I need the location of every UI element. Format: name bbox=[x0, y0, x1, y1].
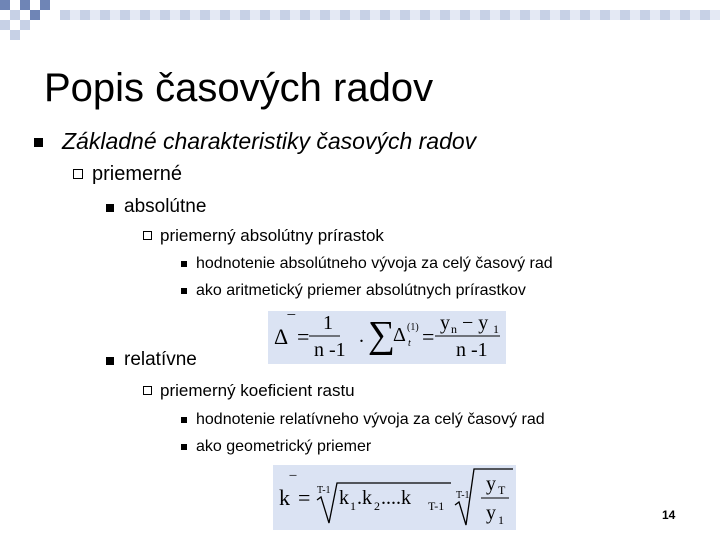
bullet-absolute-increment: priemerný absolútny prírastok bbox=[160, 226, 384, 245]
formula1-den1: n -1 bbox=[314, 339, 346, 361]
formula1-eq: = bbox=[297, 324, 310, 349]
formula-average-growth-coefficient bbox=[273, 465, 516, 530]
bullet-relative: relatívne bbox=[124, 349, 197, 370]
bullet-hollow-icon bbox=[73, 169, 83, 179]
formula1-delta-sub: t bbox=[408, 338, 411, 349]
formula1-num2-sub2: 1 bbox=[493, 322, 499, 336]
bullet-level1: Základné charakteristiky časových radov bbox=[62, 128, 477, 154]
formula1-delta-sup: (1) bbox=[407, 322, 419, 333]
bullet-relative-point2: ako geometrický priemer bbox=[196, 438, 372, 455]
bullet-absolute: absolútne bbox=[124, 196, 207, 217]
bullet-square-icon bbox=[181, 417, 187, 423]
formula2-root2-index: T-1 bbox=[456, 490, 470, 501]
page-number: 14 bbox=[662, 508, 676, 522]
formula2-radicand-k: k bbox=[339, 487, 349, 509]
bullet-level2-averages: priemerné bbox=[92, 163, 183, 185]
formula1-num2-minus: − y bbox=[462, 312, 489, 334]
formula1-eq2: = bbox=[422, 324, 435, 349]
formula2-r1-sub3: T-1 bbox=[428, 499, 445, 513]
formula2-r1-mid: .k bbox=[357, 487, 372, 509]
formula1-num1: 1 bbox=[323, 312, 333, 334]
formula1-dot: . bbox=[359, 325, 364, 347]
formula2-num: y bbox=[486, 473, 496, 495]
formula1-bar: ‾ bbox=[288, 313, 295, 335]
formula1-den2: n -1 bbox=[456, 339, 488, 361]
formula1-lhs: Δ bbox=[274, 324, 289, 349]
bullet-square-icon bbox=[106, 357, 114, 365]
formula1-num2: y bbox=[440, 312, 450, 334]
formula1-delta: Δ bbox=[393, 324, 406, 346]
formula1-num2-sub1: n bbox=[451, 322, 457, 336]
formula2-lhs: k bbox=[279, 485, 290, 510]
bullet-hollow-icon bbox=[143, 231, 152, 240]
formula2-r1-sub2: 2 bbox=[374, 499, 380, 513]
slide-title: Popis časových radov bbox=[44, 66, 434, 110]
formula2-bar: ‾ bbox=[290, 473, 296, 493]
formula2-num-sub: T bbox=[498, 483, 506, 497]
bullet-square-icon bbox=[181, 444, 187, 450]
bullet-growth-coefficient: priemerný koeficient rastu bbox=[160, 381, 355, 400]
bullet-square-icon bbox=[34, 138, 43, 147]
formula2-eq: = bbox=[298, 485, 311, 510]
formula-average-absolute-increment bbox=[268, 311, 506, 364]
formula2-den: y bbox=[486, 502, 496, 524]
formula2-r1-sub1: 1 bbox=[350, 499, 356, 513]
formula2-r1-dots: ....k bbox=[381, 487, 411, 509]
bullet-absolute-point2: ako aritmetický priemer absolútnych prírastkov bbox=[196, 282, 526, 299]
formula2-den-sub: 1 bbox=[498, 513, 504, 527]
bullet-relative-point1: hodnotenie relatívneho vývoja za celý časový rad bbox=[196, 411, 545, 428]
bullet-square-icon bbox=[106, 204, 114, 212]
bullet-absolute-point1: hodnotenie absolútneho vývoja za celý časový rad bbox=[196, 255, 553, 272]
bullet-square-icon bbox=[181, 288, 187, 294]
header-decoration bbox=[0, 0, 720, 50]
bullet-hollow-icon bbox=[143, 386, 152, 395]
bullet-square-icon bbox=[181, 261, 187, 267]
formula2-root1-index: T-1 bbox=[317, 485, 331, 496]
formula1-sum-icon: ∑ bbox=[368, 314, 396, 356]
